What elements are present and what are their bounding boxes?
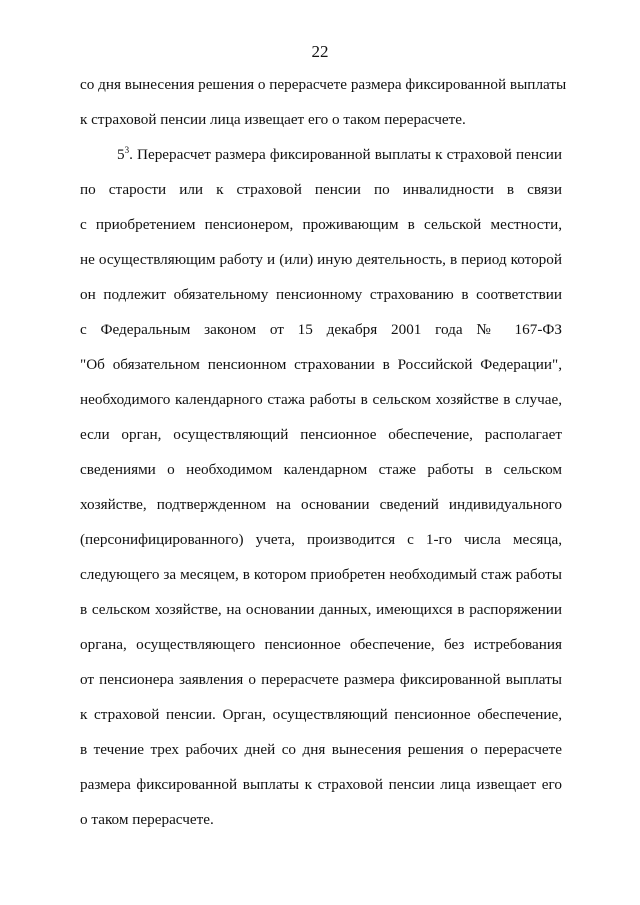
paragraph-5-3-line-6: с Федеральным законом от 15 декабря 2001 года № 167-ФЗ <box>80 321 562 338</box>
paragraph-5-3-line-9: если орган, осуществляющий пенсионное обеспечение, располагает <box>80 426 562 443</box>
paragraph-5-3-first-line <box>117 145 562 165</box>
paragraph-5-3-line-15: органа, осуществляющего пенсионное обеспечение, без истребования <box>80 636 562 653</box>
paragraph-5-3-line-13: следующего за месяцем, в котором приобретен необходимый стаж работы <box>80 566 562 583</box>
paragraph-5-3-line-14: в сельском хозяйстве, на основании данных, имеющихся в распоряжении <box>80 601 562 618</box>
paragraph-1-line-2: к страховой пенсии лица извещает его о таком перерасчете. <box>80 111 466 128</box>
page-number: 22 <box>311 42 329 61</box>
clause-number <box>117 146 129 163</box>
paragraph-5-3-line-3: с приобретением пенсионером, проживающим в сельской местности, <box>80 216 562 233</box>
paragraph-5-3-line-18: в течение трех рабочих дней со дня вынесения решения о перерасчете <box>80 741 562 758</box>
clause-number-base: 5 <box>117 146 125 163</box>
paragraph-5-3-line-12: (персонифицированного) учета, производится с 1-го числа месяца, <box>80 531 562 548</box>
paragraph-5-3-line-20: о таком перерасчете. <box>80 811 214 828</box>
paragraph-5-3-line-16: от пенсионера заявления о перерасчете размера фиксированной выплаты <box>80 671 562 688</box>
paragraph-5-3-line-10: сведениями о необходимом календарном стаже работы в сельском <box>80 461 562 478</box>
clause-number-superscript: 3 <box>124 145 130 155</box>
clause-first-line-text: . Перерасчет размера фиксированной выплаты к страховой пенсии <box>129 146 562 163</box>
paragraph-5-3-line-11: хозяйстве, подтвержденном на основании сведений индивидуального <box>80 496 562 513</box>
paragraph-5-3-line-8: необходимого календарного стажа работы в сельском хозяйстве в случае, <box>80 391 562 408</box>
paragraph-5-3-line-19: размера фиксированной выплаты к страховой пенсии лица извещает его <box>80 776 562 793</box>
paragraph-5-3-line-2: по старости или к страховой пенсии по инвалидности в связи <box>80 181 562 198</box>
paragraph-5-3-line-4: не осуществляющим работу и (или) иную деятельность, в период которой <box>80 251 562 268</box>
paragraph-1-line-1: со дня вынесения решения о перерасчете размера фиксированной выплаты <box>80 76 567 93</box>
paragraph-5-3-line-17: к страховой пенсии. Орган, осуществляющий пенсионное обеспечение, <box>80 706 562 723</box>
paragraph-5-3-line-5: он подлежит обязательному пенсионному страхованию в соответствии <box>80 286 562 303</box>
paragraph-5-3-line-7: "Об обязательном пенсионном страховании в Российской Федерации", <box>80 356 562 373</box>
